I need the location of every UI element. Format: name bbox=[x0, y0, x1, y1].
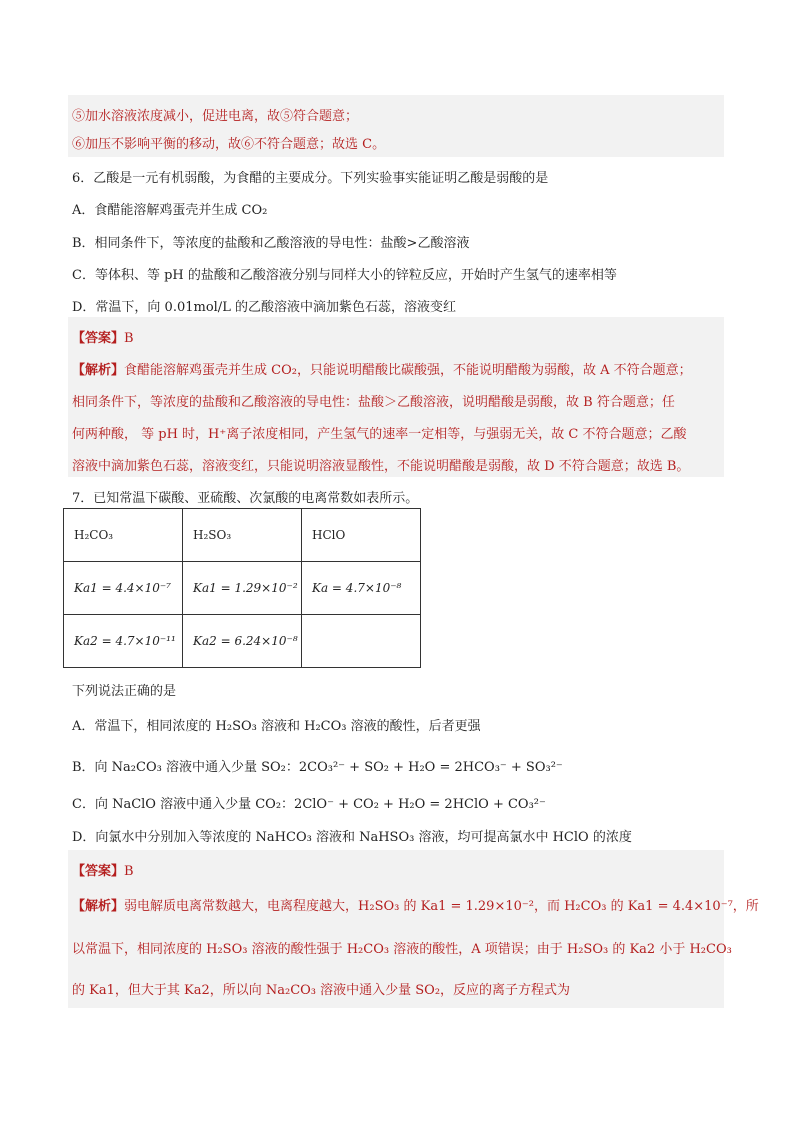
table-cell: Ka2 = 4.7×10⁻¹¹ bbox=[64, 615, 183, 668]
q6-option-b: B．相同条件下，等浓度的盐酸和乙酸溶液的导电性：盐酸>乙酸溶液 bbox=[72, 236, 470, 251]
q6-answer bbox=[72, 327, 134, 346]
ionization-constant-table bbox=[63, 508, 421, 668]
table-cell: Ka = 4.7×10⁻⁸ bbox=[302, 562, 421, 615]
q6-option-c: C．等体积、等 pH 的盐酸和乙酸溶液分别与同样大小的锌粒反应，开始时产生氢气的速率相等 bbox=[72, 268, 617, 283]
q7-analysis-1 bbox=[72, 895, 759, 914]
q7-option-d: D．向氯水中分别加入等浓度的 NaHCO₃ 溶液和 NaHSO₃ 溶液，均可提高氯水中 HClO 的浓度 bbox=[72, 830, 632, 845]
analysis-tag: 【解析】 bbox=[72, 899, 125, 914]
q6-analysis-4: 溶液中滴加紫色石蕊，溶液变红，只能说明溶液显酸性，不能说明醋酸是弱酸，故 D 不符合题意；故选 B。 bbox=[72, 459, 690, 474]
analysis-text: 弱电解质电离常数越大，电离程度越大，H₂SO₃ 的 Ka1 = 1.29×10⁻²，而 H₂CO₃ 的 Ka1 = 4.4×10⁻⁷，所 bbox=[124, 899, 759, 914]
q6-analysis-2: 相同条件下，等浓度的盐酸和乙酸溶液的导电性：盐酸＞乙酸溶液，说明醋酸是弱酸，故 B 符合题意；任 bbox=[72, 395, 675, 410]
prev-line-1: ⑤加水溶液浓度减小，促进电离，故⑤符合题意； bbox=[72, 109, 359, 124]
q6-option-d: D．常温下，向 0.01mol/L 的乙酸溶液中滴加紫色石蕊，溶液变红 bbox=[72, 300, 456, 315]
table-header-h2so3: H₂SO₃ bbox=[183, 509, 302, 562]
q6-analysis-1 bbox=[72, 359, 692, 378]
table-header-hclo: HClO bbox=[302, 509, 421, 562]
q7-option-b: B．向 Na₂CO₃ 溶液中通入少量 SO₂：2CO₃²⁻ + SO₂ + H₂O = 2HCO₃⁻ + SO₃²⁻ bbox=[72, 760, 563, 775]
table-cell: Ka2 = 6.24×10⁻⁸ bbox=[183, 615, 302, 668]
answer-value: B bbox=[124, 331, 134, 346]
q6-analysis-3: 何两种酸， 等 pH 时，H⁺离子浓度相同，产生氢气的速率一定相等，与强弱无关，故 C 不符合题意；乙酸 bbox=[72, 427, 687, 442]
analysis-tag: 【解析】 bbox=[72, 363, 125, 378]
answer-value: B bbox=[124, 864, 134, 879]
q7-analysis-3: 的 Ka1，但大于其 Ka2，所以向 Na₂CO₃ 溶液中通入少量 SO₂，反应的离子方程式为 bbox=[72, 983, 571, 998]
q7-analysis-2: 以常温下，相同浓度的 H₂SO₃ 溶液的酸性强于 H₂CO₃ 溶液的酸性，A 项错误；由于 H₂SO₃ 的 Ka2 小于 H₂CO₃ bbox=[72, 942, 732, 957]
q6-stem: 6．乙酸是一元有机弱酸，为食醋的主要成分。下列实验事实能证明乙酸是弱酸的是 bbox=[72, 171, 549, 186]
table-header-h2co3: H₂CO₃ bbox=[64, 509, 183, 562]
q7-answer bbox=[72, 860, 134, 879]
q7-option-c: C．向 NaClO 溶液中通入少量 CO₂：2ClO⁻ + CO₂ + H₂O = 2HClO + CO₃²⁻ bbox=[72, 797, 546, 812]
analysis-text: 食醋能溶解鸡蛋壳并生成 CO₂，只能说明醋酸比碳酸强，不能说明醋酸为弱酸，故 A 不符合题意； bbox=[124, 363, 692, 378]
q7-ask: 下列说法正确的是 bbox=[72, 684, 177, 699]
q6-option-a: A．食醋能溶解鸡蛋壳并生成 CO₂ bbox=[72, 203, 268, 218]
answer-tag: 【答案】 bbox=[72, 864, 125, 879]
answer-tag: 【答案】 bbox=[72, 331, 125, 346]
q7-option-a: A．常温下，相同浓度的 H₂SO₃ 溶液和 H₂CO₃ 溶液的酸性，后者更强 bbox=[72, 719, 481, 734]
q7-stem: 7．已知常温下碳酸、亚硫酸、次氯酸的电离常数如表所示。 bbox=[72, 491, 419, 506]
table-cell: Ka1 = 4.4×10⁻⁷ bbox=[64, 562, 183, 615]
table-cell-empty bbox=[302, 615, 421, 668]
table-cell: Ka1 = 1.29×10⁻² bbox=[183, 562, 302, 615]
prev-line-2: ⑥加压不影响平衡的移动，故⑥不符合题意；故选 C。 bbox=[72, 137, 386, 152]
